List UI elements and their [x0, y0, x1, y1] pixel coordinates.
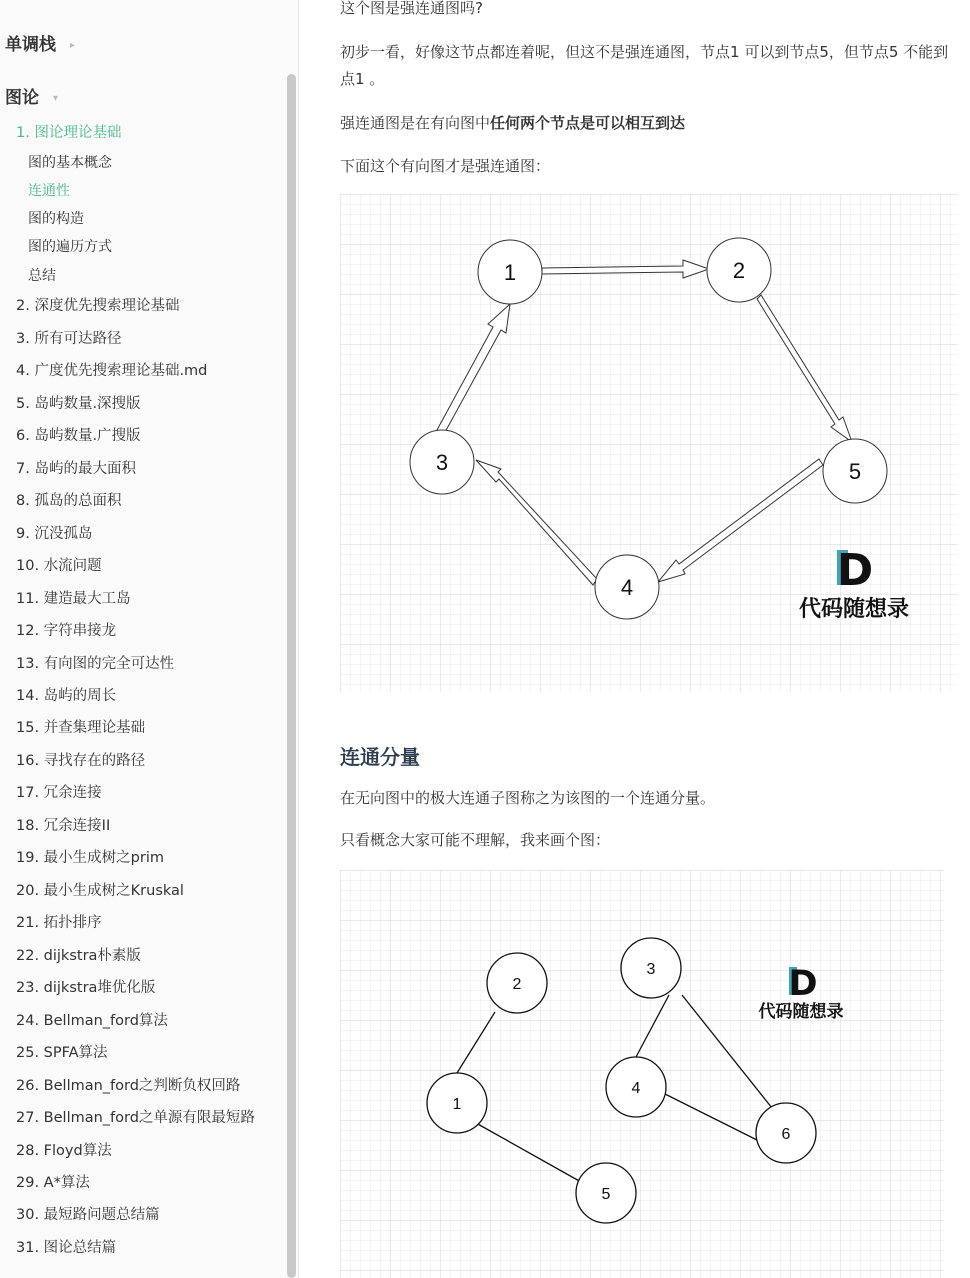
sidebar-item[interactable]: 6. 岛屿数量.广搜版 — [16, 428, 141, 444]
sidebar-item[interactable]: 24. Bellman_ford算法 — [16, 1013, 168, 1029]
sidebar-item[interactable]: 20. 最小生成树之Kruskal — [16, 883, 184, 899]
sidebar-item[interactable]: 10. 水流问题 — [16, 558, 102, 574]
node-label: 4 — [631, 1080, 641, 1097]
sidebar-subitem[interactable]: 图的遍历方式 — [28, 239, 112, 255]
sidebar-item[interactable]: 17. 冗余连接 — [16, 785, 102, 801]
node-label: 3 — [646, 961, 656, 978]
node-label: 1 — [503, 260, 517, 285]
paragraph-explain: 初步一看，好像这节点都连着呢，但这不是强连通图，节点1 可以到节点5，但节点5 不能到 — [340, 43, 949, 61]
node-label: 2 — [512, 976, 522, 993]
sidebar-item[interactable]: 9. 沉没孤岛 — [16, 526, 93, 542]
node-label: 6 — [781, 1126, 791, 1143]
sidebar-item[interactable]: 19. 最小生成树之prim — [16, 850, 164, 866]
sidebar-subitem[interactable]: 图的构造 — [28, 211, 84, 227]
paragraph-definition — [340, 112, 685, 133]
definition-bold: 任何两个节点是可以相互到达 — [490, 114, 686, 132]
watermark-text: 代码随想录 — [758, 1002, 844, 1022]
sidebar-item[interactable]: 4. 广度优先搜索理论基础.md — [16, 363, 208, 379]
chevron-down-icon: ▾ — [53, 92, 59, 104]
sidebar-item[interactable]: 29. A*算法 — [16, 1175, 90, 1191]
sidebar-section-current[interactable] — [5, 83, 58, 108]
sidebar-item[interactable]: 5. 岛屿数量.深搜版 — [16, 396, 141, 412]
paragraph-question: 这个图是强连通图吗? — [340, 0, 483, 17]
sidebar-subitem[interactable]: 图的基本概念 — [28, 155, 112, 171]
sidebar-item[interactable]: 15. 并查集理论基础 — [16, 720, 146, 736]
sidebar — [0, 0, 299, 1278]
sidebar-subitem[interactable]: 总结 — [28, 268, 56, 284]
node-label: 2 — [732, 258, 746, 283]
definition-text: 强连通图是在有向图中 — [340, 114, 491, 132]
article-content — [340, 0, 970, 1278]
chevron-right-icon: ▸ — [70, 39, 76, 51]
sidebar-item-chapter-active[interactable]: 1. 图论理论基础 — [16, 125, 122, 141]
sidebar-item[interactable]: 21. 拓扑排序 — [16, 915, 102, 931]
sidebar-item[interactable]: 12. 字符串接龙 — [16, 623, 117, 639]
node-label: 4 — [620, 575, 634, 600]
logo-letter: D — [836, 545, 874, 596]
sidebar-item[interactable]: 30. 最短路问题总结篇 — [16, 1207, 160, 1223]
sidebar-item[interactable]: 2. 深度优先搜索理论基础 — [16, 298, 180, 314]
sidebar-item[interactable]: 27. Bellman_ford之单源有限最短路 — [16, 1110, 255, 1126]
figure-strongly-connected-graph — [340, 194, 958, 692]
node-label: 1 — [452, 1096, 462, 1113]
section-label: 单调栈 — [5, 35, 56, 55]
sidebar-item[interactable]: 22. dijkstra朴素版 — [16, 948, 141, 964]
sidebar-item[interactable]: 25. SPFA算法 — [16, 1045, 108, 1061]
node-label: 5 — [848, 459, 862, 484]
heading-connected-components: 连通分量 — [340, 745, 420, 769]
paragraph-intro: 下面这个有向图才是强连通图： — [340, 157, 551, 175]
sidebar-item[interactable]: 16. 寻找存在的路径 — [16, 753, 146, 769]
sidebar-item[interactable]: 28. Floyd算法 — [16, 1143, 112, 1159]
paragraph-component-intro: 只看概念大家可能不理解，我来画个图： — [340, 831, 611, 849]
sidebar-item[interactable]: 18. 冗余连接II — [16, 818, 111, 834]
sidebar-subitem-active[interactable]: 连通性 — [28, 183, 70, 199]
node-label: 5 — [601, 1186, 611, 1203]
sidebar-item[interactable]: 8. 孤岛的总面积 — [16, 493, 122, 509]
logo-letter: D — [788, 964, 818, 1004]
watermark-text: 代码随想录 — [798, 596, 910, 622]
section-label: 图论 — [5, 88, 39, 108]
sidebar-item[interactable]: 14. 岛屿的周长 — [16, 688, 117, 704]
sidebar-item[interactable]: 3. 所有可达路径 — [16, 331, 122, 347]
sidebar-item[interactable]: 31. 图论总结篇 — [16, 1240, 117, 1256]
node-label: 3 — [435, 450, 449, 475]
sidebar-item[interactable]: 13. 有向图的完全可达性 — [16, 656, 175, 672]
paragraph-component-definition: 在无向图中的极大连通子图称之为该图的一个连通分量。 — [340, 789, 716, 807]
figure-undirected-graph — [340, 870, 944, 1278]
paragraph-explain-cont: 点1 。 — [340, 70, 385, 88]
sidebar-item[interactable]: 11. 建造最大工岛 — [16, 591, 131, 607]
sidebar-item[interactable]: 26. Bellman_ford之判断负权回路 — [16, 1078, 241, 1094]
sidebar-scrollbar[interactable] — [287, 74, 296, 1278]
sidebar-item[interactable]: 7. 岛屿的最大面积 — [16, 461, 136, 477]
sidebar-section-prev[interactable] — [5, 30, 75, 55]
sidebar-item[interactable]: 23. dijkstra堆优化版 — [16, 980, 156, 996]
